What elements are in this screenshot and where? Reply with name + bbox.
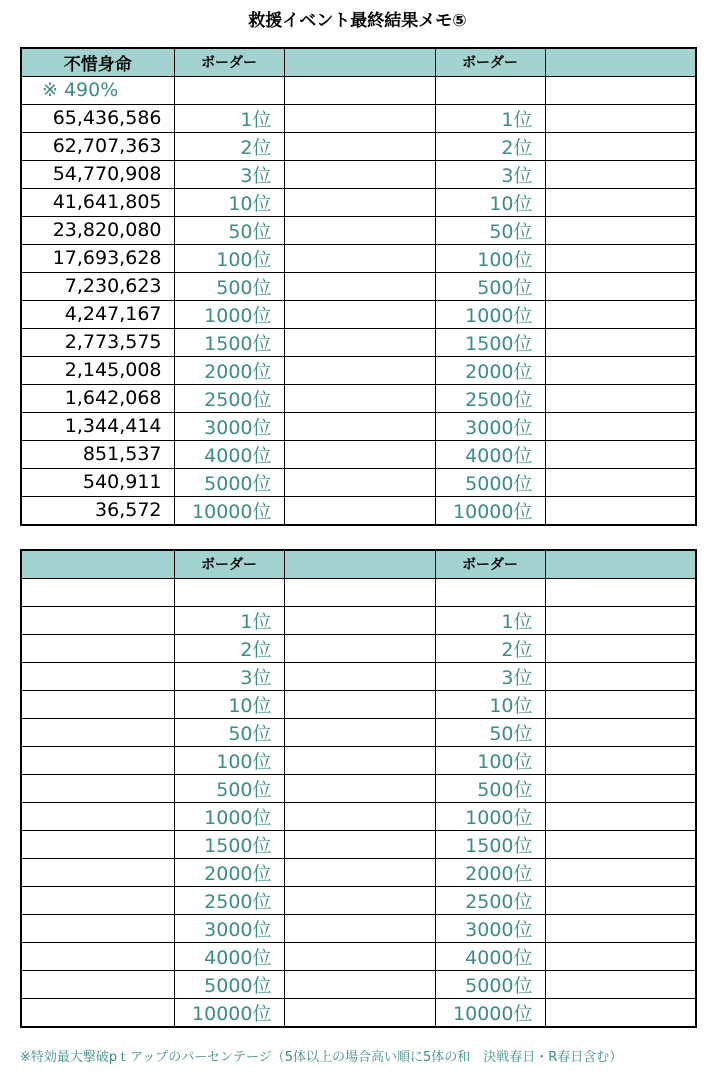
table-row (21, 690, 696, 718)
rank-cell: 2500位 (435, 384, 545, 412)
empty-cell (545, 216, 696, 244)
empty-cell (284, 216, 435, 244)
empty-header-cell (284, 550, 435, 578)
table-row (21, 858, 696, 886)
empty-cell (545, 998, 696, 1027)
empty-cell (284, 76, 435, 104)
empty-cell (545, 970, 696, 998)
empty-cell (545, 496, 696, 525)
score-value-cell (21, 942, 174, 970)
score-value-cell (21, 774, 174, 802)
score-value-cell: 540,911 (21, 468, 174, 496)
table-row (21, 216, 696, 244)
table-row (21, 468, 696, 496)
score-value-cell (21, 886, 174, 914)
rank-cell: 2500位 (435, 886, 545, 914)
score-value-cell: 851,537 (21, 440, 174, 468)
rank-cell: 1500位 (435, 328, 545, 356)
rank-cell: 100位 (174, 244, 284, 272)
rank-cell: 1000位 (435, 300, 545, 328)
rank-cell: 50位 (435, 216, 545, 244)
score-value-cell (21, 914, 174, 942)
rank-cell: 500位 (174, 774, 284, 802)
empty-cell (284, 718, 435, 746)
rank-cell: 10000位 (435, 496, 545, 525)
empty-cell (284, 188, 435, 216)
empty-cell (284, 578, 435, 606)
score-value-cell: 23,820,080 (21, 216, 174, 244)
score-value-cell: 1,344,414 (21, 412, 174, 440)
table-row (21, 132, 696, 160)
score-value-cell: 54,770,908 (21, 160, 174, 188)
table-row (21, 746, 696, 774)
score-value-cell (21, 998, 174, 1027)
rank-cell: 5000位 (174, 468, 284, 496)
empty-cell (545, 606, 696, 634)
empty-cell (284, 802, 435, 830)
rank-cell: 1500位 (174, 328, 284, 356)
rank-cell: 5000位 (174, 970, 284, 998)
empty-cell (545, 858, 696, 886)
score-value-cell (21, 634, 174, 662)
note-row (21, 76, 696, 104)
empty-cell (284, 886, 435, 914)
empty-cell (545, 914, 696, 942)
rank-cell: 100位 (174, 746, 284, 774)
note-row (21, 578, 696, 606)
empty-cell (284, 412, 435, 440)
rank-cell: 10位 (435, 690, 545, 718)
rank-cell: 4000位 (435, 440, 545, 468)
empty-cell (545, 440, 696, 468)
score-value-cell: 2,773,575 (21, 328, 174, 356)
rank-cell: 5000位 (435, 468, 545, 496)
rank-cell: 1位 (435, 606, 545, 634)
empty-cell (435, 76, 545, 104)
empty-cell (284, 634, 435, 662)
empty-cell (545, 272, 696, 300)
empty-cell (545, 634, 696, 662)
rank-cell: 3位 (435, 160, 545, 188)
score-value-cell (21, 662, 174, 690)
empty-cell (545, 160, 696, 188)
empty-cell (284, 104, 435, 132)
table-row (21, 356, 696, 384)
score-value-cell: 65,436,586 (21, 104, 174, 132)
empty-cell (284, 606, 435, 634)
table-row (21, 384, 696, 412)
empty-cell (545, 942, 696, 970)
rank-cell: 10位 (174, 690, 284, 718)
header-row (21, 48, 696, 76)
empty-cell (435, 578, 545, 606)
rank-cell: 3位 (174, 160, 284, 188)
score-value-cell (21, 970, 174, 998)
border-header-cell: ボーダー (174, 48, 284, 76)
empty-cell (284, 468, 435, 496)
table-row (21, 886, 696, 914)
empty-cell (284, 998, 435, 1027)
score-value-cell (21, 858, 174, 886)
score-value-cell: 4,247,167 (21, 300, 174, 328)
empty-cell (284, 244, 435, 272)
empty-cell (284, 272, 435, 300)
rank-cell: 50位 (174, 216, 284, 244)
rank-cell: 2000位 (174, 356, 284, 384)
empty-cell (545, 886, 696, 914)
rank-cell: 2000位 (435, 858, 545, 886)
empty-cell (284, 914, 435, 942)
table-row (21, 914, 696, 942)
empty-cell (545, 578, 696, 606)
border-header-cell: ボーダー (174, 550, 284, 578)
empty-cell (545, 384, 696, 412)
table-row (21, 774, 696, 802)
rank-cell: 500位 (174, 272, 284, 300)
rank-cell: 2位 (174, 634, 284, 662)
empty-cell (284, 774, 435, 802)
score-value-cell: 62,707,363 (21, 132, 174, 160)
table-row (21, 662, 696, 690)
rank-cell: 4000位 (435, 942, 545, 970)
empty-cell (284, 300, 435, 328)
rank-cell: 2500位 (174, 384, 284, 412)
empty-cell (545, 830, 696, 858)
rank-cell: 1位 (174, 606, 284, 634)
empty-cell (174, 578, 284, 606)
rank-cell: 2500位 (174, 886, 284, 914)
rank-cell: 10000位 (435, 998, 545, 1027)
percentage-note-cell: ※ 490% (21, 76, 174, 104)
score-value-cell (21, 746, 174, 774)
table-row (21, 244, 696, 272)
empty-cell (545, 328, 696, 356)
rank-cell: 4000位 (174, 942, 284, 970)
empty-cell (545, 412, 696, 440)
empty-cell (284, 328, 435, 356)
rank-cell: 1000位 (174, 300, 284, 328)
score-value-cell (21, 830, 174, 858)
table-row (21, 634, 696, 662)
empty-cell (545, 300, 696, 328)
rank-cell: 100位 (435, 244, 545, 272)
empty-cell (284, 970, 435, 998)
score-value-cell: 36,572 (21, 496, 174, 525)
empty-cell (545, 468, 696, 496)
rank-cell: 2000位 (174, 858, 284, 886)
score-value-cell: 41,641,805 (21, 188, 174, 216)
rank-cell: 5000位 (435, 970, 545, 998)
rank-cell: 1000位 (435, 802, 545, 830)
table-row (21, 412, 696, 440)
rank-cell: 50位 (435, 718, 545, 746)
empty-cell (284, 160, 435, 188)
table-row (21, 496, 696, 525)
rank-cell: 10000位 (174, 496, 284, 525)
empty-cell (284, 440, 435, 468)
rank-cell: 10位 (435, 188, 545, 216)
score-value-cell: 1,642,068 (21, 384, 174, 412)
empty-cell (284, 132, 435, 160)
header-name-cell (21, 550, 174, 578)
empty-cell (545, 746, 696, 774)
empty-cell (284, 356, 435, 384)
table-row (21, 440, 696, 468)
border-table-bottom (20, 549, 697, 1028)
score-value-cell: 17,693,628 (21, 244, 174, 272)
empty-cell (284, 942, 435, 970)
score-value-cell (21, 718, 174, 746)
rank-cell: 100位 (435, 746, 545, 774)
rank-cell: 4000位 (174, 440, 284, 468)
rank-cell: 500位 (435, 272, 545, 300)
rank-cell: 1位 (174, 104, 284, 132)
border-table-top (20, 47, 697, 526)
empty-cell (545, 690, 696, 718)
page-title: 救援イベント最終結果メモ⑤ (248, 11, 467, 31)
empty-cell (545, 356, 696, 384)
empty-header-cell (545, 48, 696, 76)
rank-cell: 50位 (174, 718, 284, 746)
rank-cell: 1500位 (174, 830, 284, 858)
empty-cell (284, 384, 435, 412)
empty-cell (545, 132, 696, 160)
rank-cell: 1位 (435, 104, 545, 132)
table-row (21, 188, 696, 216)
border-header-cell: ボーダー (435, 550, 545, 578)
percentage-note-cell (21, 578, 174, 606)
rank-cell: 3位 (435, 662, 545, 690)
empty-cell (545, 244, 696, 272)
rank-cell: 1500位 (435, 830, 545, 858)
empty-header-cell (545, 550, 696, 578)
empty-cell (284, 830, 435, 858)
table-row (21, 830, 696, 858)
table-row (21, 998, 696, 1027)
table-row (21, 300, 696, 328)
empty-cell (545, 662, 696, 690)
rank-cell: 2000位 (435, 356, 545, 384)
empty-cell (545, 104, 696, 132)
score-value-cell: 2,145,008 (21, 356, 174, 384)
header-row (21, 550, 696, 578)
rank-cell: 3000位 (174, 914, 284, 942)
footnote: ※特効最大撃破pｔアップのパーセンテージ（5体以上の場合高い順に5体の和 決戦春日・R春日含む） (20, 1050, 623, 1065)
empty-cell (545, 802, 696, 830)
rank-cell: 3位 (174, 662, 284, 690)
score-value-cell: 7,230,623 (21, 272, 174, 300)
rank-cell: 2位 (435, 634, 545, 662)
empty-cell (545, 76, 696, 104)
score-value-cell (21, 802, 174, 830)
table-row (21, 718, 696, 746)
table-row (21, 272, 696, 300)
table-row (21, 942, 696, 970)
table-row (21, 328, 696, 356)
rank-cell: 500位 (435, 774, 545, 802)
header-name-cell: 不惜身命 (21, 48, 174, 76)
empty-cell (284, 690, 435, 718)
table-row (21, 606, 696, 634)
table-row (21, 104, 696, 132)
empty-cell (174, 76, 284, 104)
rank-cell: 1000位 (174, 802, 284, 830)
empty-cell (284, 858, 435, 886)
score-value-cell (21, 606, 174, 634)
rank-cell: 3000位 (174, 412, 284, 440)
rank-cell: 2位 (435, 132, 545, 160)
rank-cell: 10000位 (174, 998, 284, 1027)
empty-cell (545, 774, 696, 802)
rank-cell: 3000位 (435, 412, 545, 440)
score-value-cell (21, 690, 174, 718)
table-row (21, 160, 696, 188)
empty-cell (284, 662, 435, 690)
rank-cell: 2位 (174, 132, 284, 160)
table-row (21, 970, 696, 998)
rank-cell: 3000位 (435, 914, 545, 942)
empty-cell (284, 746, 435, 774)
border-header-cell: ボーダー (435, 48, 545, 76)
empty-header-cell (284, 48, 435, 76)
empty-cell (545, 188, 696, 216)
empty-cell (284, 496, 435, 525)
empty-cell (545, 718, 696, 746)
rank-cell: 10位 (174, 188, 284, 216)
table-row (21, 802, 696, 830)
